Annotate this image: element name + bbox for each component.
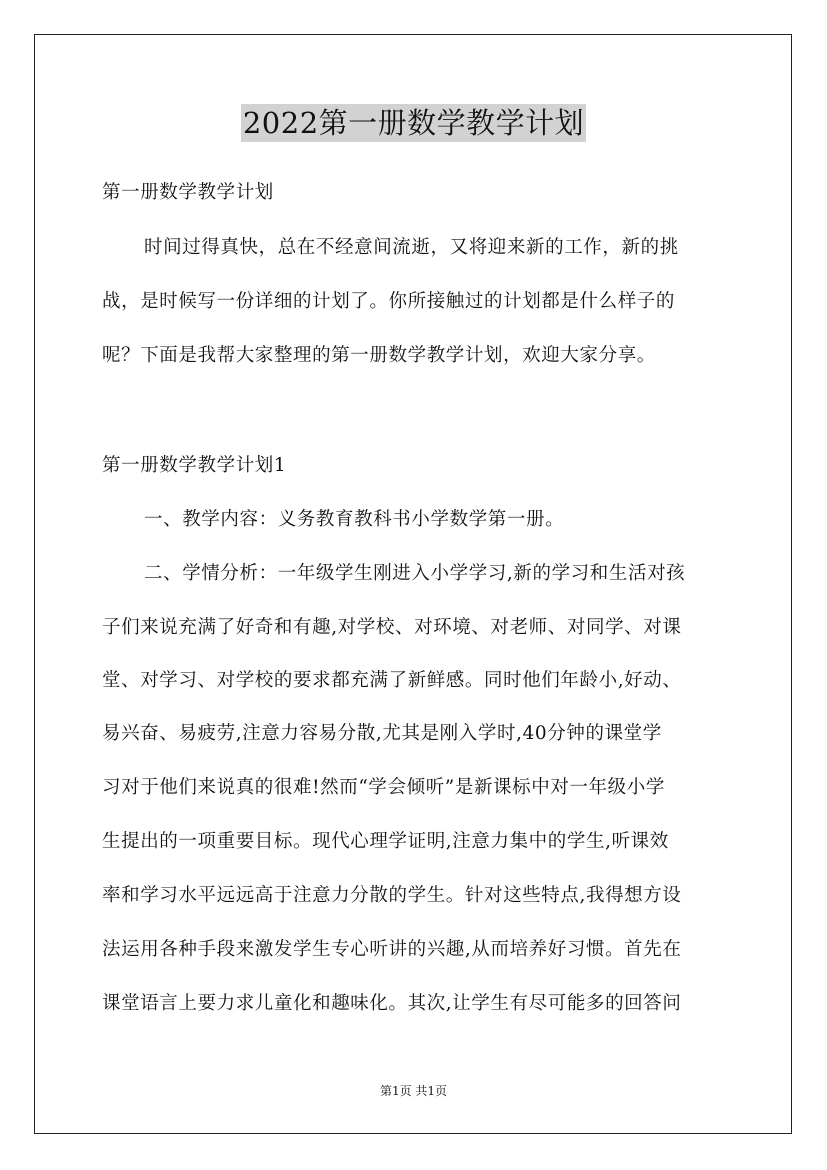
page-footer: 第1页 共1页: [379, 1084, 448, 1098]
document-title: 2022第一册数学教学计划: [242, 106, 585, 140]
section-heading: 第一册数学教学计划1: [102, 455, 287, 476]
paragraph-line: 率和学习水平远远高于注意力分散的学生。针对这些特点,我得想方设: [102, 885, 682, 906]
paragraph-line: 呢？下面是我帮大家整理的第一册数学教学计划，欢迎大家分享。: [102, 345, 656, 366]
paragraph-line: 法运用各种手段来激发学生专心听讲的兴趣,从而培养好习惯。首先在: [102, 939, 682, 960]
paragraph-line: 一、教学内容：义务教育教科书小学数学第一册。: [144, 509, 565, 530]
document-title-wrap: [0, 104, 827, 142]
paragraph-line: 习对于他们来说真的很难!然而“学会倾听”是新课标中对一年级小学: [102, 777, 665, 798]
section-heading: 第一册数学教学计划: [102, 182, 274, 203]
paragraph-line: 时间过得真快，总在不经意间流逝，又将迎来新的工作，新的挑: [144, 237, 679, 258]
paragraph-line: 子们来说充满了好奇和有趣,对学校、对环境、对老师、对同学、对课: [102, 617, 682, 638]
paragraph-line: 堂、对学习、对学校的要求都充满了新鲜感。同时他们年龄小,好动、: [102, 670, 682, 691]
paragraph-line: 生提出的一项重要目标。现代心理学证明,注意力集中的学生,听课效: [102, 831, 669, 852]
paragraph-line: 战，是时候写一份详细的计划了。你所接触过的计划都是什么样子的: [102, 291, 676, 312]
paragraph-line: 二、学情分析：一年级学生刚进入小学学习,新的学习和生活对孩: [144, 563, 686, 584]
paragraph-line: 易兴奋、易疲劳,注意力容易分散,尤其是刚入学时,40分钟的课堂学: [102, 723, 662, 744]
paragraph-line: 课堂语言上要力求儿童化和趣味化。其次,让学生有尽可能多的回答问: [102, 993, 682, 1014]
